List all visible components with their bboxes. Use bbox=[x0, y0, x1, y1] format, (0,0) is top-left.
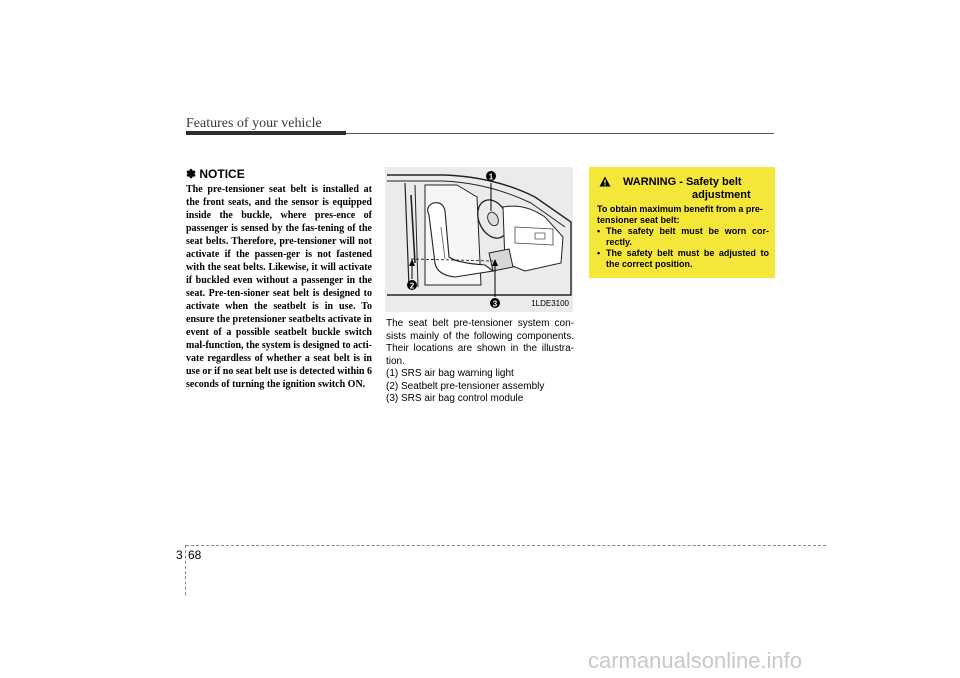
warning-item: • The safety belt must be worn cor-rectly. bbox=[597, 226, 769, 248]
warning-intro: To obtain maximum benefit from a pre-tensioner seat belt: bbox=[597, 204, 763, 225]
watermark-text: carmanualsonline.info bbox=[588, 648, 803, 673]
car-interior-drawing bbox=[385, 167, 573, 312]
component-item: (2) Seatbelt pre-tensioner assembly bbox=[386, 380, 545, 392]
warning-title-cont: adjustment bbox=[692, 189, 751, 201]
components-list bbox=[386, 368, 574, 406]
notice-block bbox=[186, 167, 372, 391]
warning-title-main: WARNING - Safety belt bbox=[623, 176, 742, 188]
header-rule-thick bbox=[186, 131, 346, 135]
warning-box bbox=[589, 167, 775, 278]
marker-2: 2 bbox=[409, 281, 415, 291]
components-description bbox=[386, 318, 574, 406]
header-rule-thin bbox=[346, 133, 774, 134]
page-header-title: Features of your vehicle bbox=[186, 116, 322, 131]
component-item: (3) SRS air bag control module bbox=[386, 393, 524, 404]
figure-code: 1LDE3100 bbox=[531, 299, 569, 308]
notice-heading: ✽ NOTICE bbox=[186, 167, 245, 181]
notice-body: The pre-tensioner seat belt is installed at the front seats, and the sensor is equipped inside the buckle, where pres-ence of passenger is sensed by the fas-tening of the seat belts. Therefore, pre-tensioner will not activate if the passen-ger is not fastened with the seat belts. Likewise, it will activate if buckled even without a passenger in the seat. Pre-ten-sioner seat belt is designed to activate when the seatbelt is in use. To ensure the pretensioner seatbelts activate in event of a possible seatbelt buckle switch mal-function, the system is designed to acti-vate regardless of whether a seat belt is in use or if no seat belt use is detected within 6 seconds of turning the ignition switch ON. bbox=[186, 184, 372, 390]
marker-1: 1 bbox=[488, 172, 494, 182]
warning-item: • The safety belt must be adjusted to the correct position. bbox=[597, 248, 769, 270]
footer-rule bbox=[186, 545, 826, 546]
footer-divider bbox=[185, 545, 186, 595]
component-item: (1) SRS air bag warning light bbox=[386, 368, 514, 379]
warning-triangle-icon bbox=[599, 176, 611, 187]
marker-3: 3 bbox=[492, 299, 498, 309]
footer-section-number: 3 bbox=[176, 548, 183, 562]
warning-body bbox=[597, 204, 769, 270]
footer-page-number: 68 bbox=[188, 548, 202, 562]
warning-list bbox=[597, 226, 769, 270]
seatbelt-system-illustration bbox=[385, 167, 573, 312]
components-intro: The seat belt pre-tensioner system con-sists mainly of the following components. Their locations are shown in the illustra-tion. bbox=[386, 318, 574, 367]
